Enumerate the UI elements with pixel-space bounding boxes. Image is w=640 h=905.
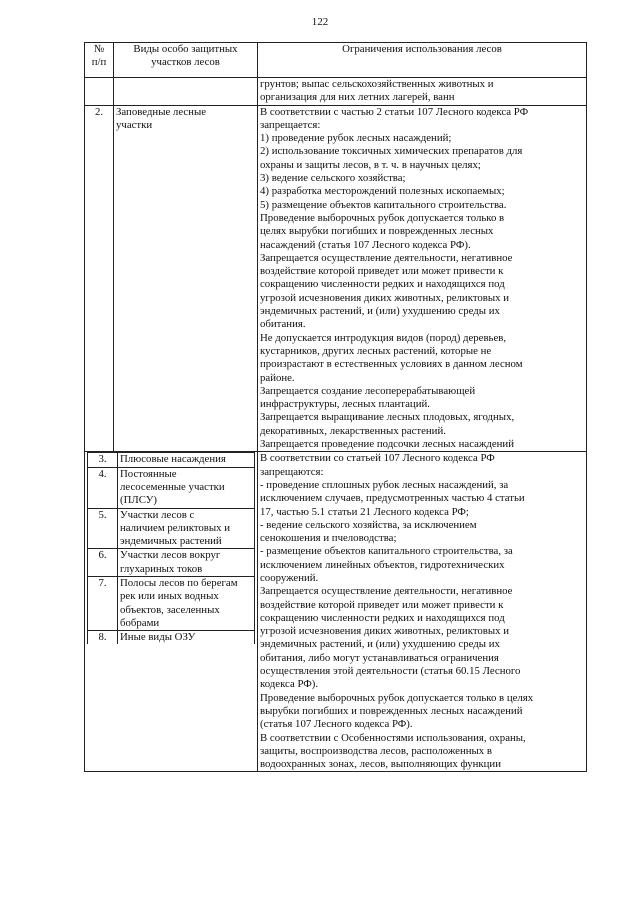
text-line: грунтов; выпас сельскохозяйственных животных и [260, 78, 494, 90]
group-rows-cell [85, 452, 258, 772]
continuation-text [258, 78, 587, 106]
text-line: В соответствии со статьей 107 Лесного кодекса РФ [260, 452, 495, 465]
kind-line: Заповедные лесные [116, 105, 207, 118]
row-kind [114, 105, 258, 452]
header-kind-line: участков лесов [151, 56, 220, 69]
text-line: Запрещается проведение подсочки лесных насаждений [260, 438, 514, 451]
kind-line: наличием реликтовых и [120, 521, 231, 534]
text-line: эндемичных растений, и (или) ухудшению среды их [260, 638, 500, 651]
row-number: 4. [88, 467, 118, 508]
kind-line: участки [116, 118, 153, 131]
header-number-line: п/п [91, 56, 107, 69]
text-line: эндемичных растений, и (или) ухудшению среды их [260, 305, 500, 318]
row-number: 5. [88, 508, 118, 549]
text-line: 1) проведение рубок лесных насаждений; [260, 132, 452, 145]
row-kind [118, 576, 255, 630]
row-number: 8. [88, 631, 118, 645]
text-line: В соответствии с Особенностями использования, охраны, [260, 731, 526, 744]
header-kind-line: Виды особо защитных [133, 43, 238, 55]
text-line: защиты, воспроизводства лесов, расположенных в [260, 744, 492, 757]
continuation-num-cell [85, 78, 114, 106]
table-row [88, 508, 255, 549]
row-number: 3. [88, 453, 118, 467]
text-line: вырубки погибших и поврежденных лесных насаждений [260, 704, 523, 717]
text-line: Проведение выборочных рубок допускается только в целях [260, 691, 534, 704]
kind-line: Полосы лесов по берегам [120, 576, 238, 589]
row-kind [118, 453, 255, 467]
table-row-group [85, 452, 587, 772]
text-line: - ведение сельского хозяйства, за исключением [260, 518, 477, 531]
kind-line: объектов, заселенных [120, 603, 220, 616]
text-line: сенокошения и пчеловодства; [260, 532, 397, 545]
kind-line: эндемичных растений [120, 535, 222, 548]
kind-line: Участки лесов с [120, 508, 195, 521]
row-number: 2. [85, 105, 114, 452]
continuation-kind-cell [114, 78, 258, 106]
table-row [88, 576, 255, 630]
table-row [88, 453, 255, 467]
text-line: осуществления этой деятельности (статья 60.15 Лесного [260, 665, 521, 678]
text-line: В соответствии с частью 2 статьи 107 Лесного кодекса РФ [260, 105, 529, 118]
group-rows-table [87, 452, 255, 644]
text-line: сокращению численности редких и находящихся под [260, 278, 505, 291]
text-line: 17, частью 5.1 статьи 21 Лесного кодекса РФ; [260, 505, 469, 518]
text-line: целях вырубки погибших и поврежденных лесных [260, 225, 494, 238]
text-line: запрещаются: [260, 465, 324, 478]
kind-line: бобрами [120, 616, 160, 629]
header-number [85, 43, 114, 78]
text-line: угрозой исчезновения диких животных, реликтовых и [260, 291, 510, 304]
kind-line: лесосеменные участки [120, 480, 225, 493]
row-kind [118, 549, 255, 577]
kind-line: Участки лесов вокруг [120, 549, 221, 562]
text-line: инфраструктуры, лесных плантаций. [260, 398, 430, 411]
kind-line: Плюсовые насаждения [120, 453, 226, 466]
text-line: организация для них летних лагерей, ванн [260, 91, 455, 104]
text-line: сооружений. [260, 571, 319, 584]
kind-line: рек или иных водных [120, 590, 219, 603]
text-line: обитания. [260, 318, 306, 331]
text-line: обитания, либо могут устанавливаться ограничения [260, 651, 499, 664]
text-line: декоративных, лекарственных растений. [260, 424, 446, 437]
text-line: воздействие которой приведет или может привести к [260, 598, 504, 611]
text-line: исключением линейных объектов, гидротехнических [260, 558, 505, 571]
table-header-row [85, 43, 587, 78]
continuation-row [85, 78, 587, 106]
row-number: 7. [88, 576, 118, 630]
kind-line: Постоянные [120, 467, 177, 480]
text-line: исключением случаев, предусмотренных частью 4 статьи [260, 492, 525, 505]
text-line: - проведение сплошных рубок лесных насаждений, за [260, 478, 509, 491]
kind-line: Иные виды ОЗУ [120, 631, 196, 644]
kind-line: (ПЛСУ) [120, 494, 158, 507]
row-number: 6. [88, 549, 118, 577]
text-line: Не допускается интродукция видов (пород) деревьев, [260, 331, 507, 344]
text-line: запрещается: [260, 118, 321, 131]
text-line: произрастают в естественных условиях в данном лесном [260, 358, 523, 371]
group-restrictions [258, 452, 587, 772]
table-row [88, 467, 255, 508]
text-line: (статья 107 Лесного кодекса РФ). [260, 718, 413, 731]
text-line: кодекса РФ). [260, 678, 319, 691]
table-row-2 [85, 105, 587, 452]
table-row [88, 549, 255, 577]
text-line: Запрещается выращивание лесных плодовых, ягодных, [260, 411, 515, 424]
table-row [88, 631, 255, 645]
text-line: районе. [260, 371, 295, 384]
text-line: водоохранных зонах, лесов, выполняющих функции [260, 758, 501, 771]
text-line: сокращению численности редких и находящихся под [260, 611, 505, 624]
page-number: 122 [311, 16, 329, 28]
header-restrictions: Ограничения использования лесов [258, 43, 587, 78]
row-restrictions [258, 105, 587, 452]
text-line: Запрещается осуществление деятельности, негативное [260, 251, 513, 264]
kind-line: глухариных токов [120, 562, 203, 575]
text-line: угрозой исчезновения диких животных, реликтовых и [260, 625, 510, 638]
row-kind [118, 631, 255, 645]
text-line: - размещение объектов капитального строительства, за [260, 545, 513, 558]
header-kind [114, 43, 258, 78]
row-kind [118, 467, 255, 508]
text-line: кустарников, других лесных растений, которые не [260, 344, 492, 357]
text-line: 4) разработка месторождений полезных ископаемых; [260, 185, 505, 198]
text-line: Запрещается создание лесоперерабатывающей [260, 384, 476, 397]
text-line: воздействие которой приведет или может привести к [260, 265, 504, 278]
text-line: охраны и защиты лесов, в т. ч. в научных целях; [260, 158, 481, 171]
restrictions-table [84, 42, 587, 772]
text-line: насаждений (статья 107 Лесного кодекса РФ). [260, 238, 471, 251]
text-line: Проведение выборочных рубок допускается только в [260, 211, 505, 224]
row-kind [118, 508, 255, 549]
text-line: Запрещается осуществление деятельности, негативное [260, 585, 513, 598]
text-line: 3) ведение сельского хозяйства; [260, 172, 406, 185]
text-line: 5) размещение объектов капитального строительства. [260, 198, 507, 211]
header-number-line: № [93, 43, 105, 55]
text-line: 2) использование токсичных химических препаратов для [260, 145, 523, 158]
